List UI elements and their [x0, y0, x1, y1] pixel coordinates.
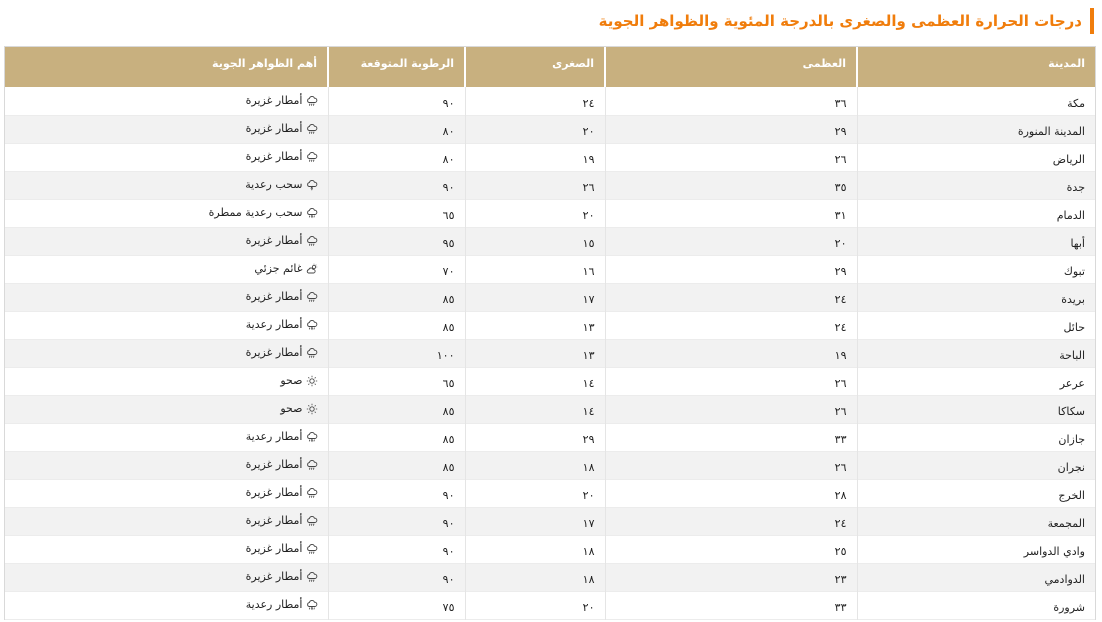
sun-icon	[306, 403, 318, 415]
cell-city: شرورة	[857, 591, 1095, 619]
weather-condition	[246, 458, 318, 471]
cell-weather	[5, 143, 328, 171]
table-row	[5, 143, 1095, 171]
cell-city: تبوك	[857, 255, 1095, 283]
table-row	[5, 507, 1095, 535]
header-min: الصغرى	[465, 47, 605, 87]
weather-label: أمطار غزيرة	[245, 514, 303, 527]
cell-humidity: ٩٥	[328, 227, 465, 255]
table-row	[5, 591, 1095, 619]
title-bar	[599, 8, 1094, 34]
thunder-cloud-icon	[306, 179, 318, 191]
cell-min: ١٣	[465, 339, 605, 367]
cell-min: ١٧	[465, 283, 605, 311]
cell-humidity: ٩٠	[328, 563, 465, 591]
cell-city: المجمعة	[857, 507, 1095, 535]
cell-city: الخرج	[857, 479, 1095, 507]
cell-weather	[5, 283, 328, 311]
cell-weather	[5, 199, 328, 227]
cell-max: ٢٤	[605, 311, 857, 339]
cell-city: مكة	[857, 87, 1095, 115]
cell-max: ٢٨	[605, 479, 857, 507]
cell-min: ١٤	[465, 395, 605, 423]
cell-city: بريدة	[857, 283, 1095, 311]
cell-weather	[5, 591, 328, 619]
weather-label: أمطار غزيرة	[245, 290, 303, 303]
table-row	[5, 311, 1095, 339]
table-body	[5, 87, 1095, 619]
rain-cloud-icon	[306, 291, 318, 303]
table-row	[5, 255, 1095, 283]
cell-max: ٣٦	[605, 87, 857, 115]
weather-condition	[245, 178, 317, 191]
cell-weather	[5, 535, 328, 563]
cell-city: نجران	[857, 451, 1095, 479]
cell-min: ٢٩	[465, 423, 605, 451]
cell-city: أبها	[857, 227, 1095, 255]
cell-humidity: ٦٥	[328, 199, 465, 227]
weather-condition	[254, 262, 317, 275]
weather-label: أمطار غزيرة	[245, 122, 303, 135]
cell-humidity: ٨٥	[328, 423, 465, 451]
weather-label: أمطار غزيرة	[245, 234, 303, 247]
cell-max: ٢٣	[605, 563, 857, 591]
cell-city: جازان	[857, 423, 1095, 451]
header-city: المدينة	[857, 47, 1095, 87]
cell-weather	[5, 507, 328, 535]
cell-min: ١٤	[465, 367, 605, 395]
cell-max: ٣٣	[605, 423, 857, 451]
table-row	[5, 171, 1095, 199]
cell-humidity: ٩٠	[328, 535, 465, 563]
cell-humidity: ٩٠	[328, 87, 465, 115]
table-row	[5, 283, 1095, 311]
cell-weather	[5, 479, 328, 507]
cell-city: حائل	[857, 311, 1095, 339]
cell-humidity: ١٠٠	[328, 339, 465, 367]
weather-label: أمطار غزيرة	[245, 486, 303, 499]
cell-weather	[5, 451, 328, 479]
weather-label: صحو	[280, 374, 303, 387]
cell-min: ٢٦	[465, 171, 605, 199]
cell-city: الباحة	[857, 339, 1095, 367]
cell-city: المدينة المنورة	[857, 115, 1095, 143]
weather-condition	[246, 234, 318, 247]
rain-cloud-icon	[306, 487, 318, 499]
cell-max: ٢٦	[605, 367, 857, 395]
cell-weather	[5, 227, 328, 255]
cell-min: ٢٠	[465, 479, 605, 507]
cell-humidity: ٧٥	[328, 591, 465, 619]
rain-cloud-icon	[306, 151, 318, 163]
weather-condition	[246, 514, 318, 527]
rain-cloud-icon	[306, 543, 318, 555]
weather-condition	[246, 570, 318, 583]
cell-min: ١٧	[465, 507, 605, 535]
cell-weather	[5, 395, 328, 423]
header-humidity: الرطوبة المتوقعة	[328, 47, 465, 87]
cell-min: ١٣	[465, 311, 605, 339]
rain-cloud-icon	[306, 123, 318, 135]
cell-min: ١٨	[465, 451, 605, 479]
cell-min: ٢٠	[465, 199, 605, 227]
thunder-rain-cloud-icon	[306, 599, 318, 611]
weather-label: سحب رعدية	[245, 178, 303, 191]
weather-condition	[246, 598, 318, 611]
cell-humidity: ٩٠	[328, 479, 465, 507]
cell-weather	[5, 423, 328, 451]
cell-weather	[5, 311, 328, 339]
cell-weather	[5, 563, 328, 591]
cell-max: ٢٦	[605, 395, 857, 423]
cell-city: الرياض	[857, 143, 1095, 171]
cell-city: الدمام	[857, 199, 1095, 227]
cell-max: ٢٤	[605, 283, 857, 311]
cell-humidity: ٩٠	[328, 507, 465, 535]
header-row	[5, 47, 1095, 87]
cell-max: ٣٥	[605, 171, 857, 199]
cell-min: ١٥	[465, 227, 605, 255]
table-row	[5, 199, 1095, 227]
rain-cloud-icon	[306, 571, 318, 583]
weather-condition	[246, 150, 318, 163]
cell-max: ٣٣	[605, 591, 857, 619]
cell-city: وادي الدواسر	[857, 535, 1095, 563]
rain-cloud-icon	[306, 515, 318, 527]
cell-humidity: ٧٠	[328, 255, 465, 283]
thunder-rain-cloud-icon	[306, 319, 318, 331]
page-title: درجات الحرارة العظمى والصغرى بالدرجة المئوية والظواهر الجوية	[598, 12, 1082, 30]
cell-humidity: ٨٥	[328, 311, 465, 339]
weather-condition	[246, 318, 318, 331]
cell-min: ١٩	[465, 143, 605, 171]
weather-condition	[246, 346, 318, 359]
weather-condition	[280, 374, 317, 387]
weather-condition	[246, 542, 318, 555]
table-row	[5, 479, 1095, 507]
cell-weather	[5, 339, 328, 367]
cell-max: ١٩	[605, 339, 857, 367]
cell-weather	[5, 367, 328, 395]
cell-max: ٣١	[605, 199, 857, 227]
table-row	[5, 227, 1095, 255]
thunder-rain-cloud-icon	[306, 207, 318, 219]
cell-humidity: ٨٠	[328, 115, 465, 143]
weather-label: غائم جزئي	[254, 262, 303, 275]
sun-icon	[306, 375, 318, 387]
weather-table-container	[4, 46, 1096, 620]
weather-label: أمطار غزيرة	[245, 570, 303, 583]
table-header	[5, 47, 1095, 87]
cell-max: ٢٦	[605, 451, 857, 479]
thunder-rain-cloud-icon	[306, 431, 318, 443]
weather-condition	[246, 486, 318, 499]
table-row	[5, 535, 1095, 563]
cell-city: عرعر	[857, 367, 1095, 395]
table-row	[5, 87, 1095, 115]
table-row	[5, 339, 1095, 367]
cell-city: سكاكا	[857, 395, 1095, 423]
weather-label: أمطار غزيرة	[245, 458, 303, 471]
weather-label: أمطار غزيرة	[245, 150, 303, 163]
cell-humidity: ٨٥	[328, 283, 465, 311]
cell-max: ٢٤	[605, 507, 857, 535]
cell-max: ٢٦	[605, 143, 857, 171]
cell-humidity: ٦٥	[328, 367, 465, 395]
weather-table	[5, 47, 1095, 620]
table-row	[5, 395, 1095, 423]
header-max: العظمى	[605, 47, 857, 87]
cell-weather	[5, 171, 328, 199]
weather-condition	[246, 122, 318, 135]
table-row	[5, 563, 1095, 591]
weather-label: أمطار رعدية	[245, 598, 303, 611]
cell-humidity: ٩٠	[328, 171, 465, 199]
weather-condition	[209, 206, 318, 219]
cell-max: ٢٥	[605, 535, 857, 563]
weather-label: أمطار رعدية	[245, 430, 303, 443]
weather-label: أمطار غزيرة	[245, 542, 303, 555]
cell-humidity: ٨٥	[328, 395, 465, 423]
rain-cloud-icon	[306, 235, 318, 247]
cell-city: جدة	[857, 171, 1095, 199]
cell-min: ١٨	[465, 563, 605, 591]
cell-max: ٢٩	[605, 115, 857, 143]
weather-condition	[280, 402, 317, 415]
weather-condition	[246, 94, 318, 107]
weather-label: أمطار غزيرة	[245, 94, 303, 107]
weather-condition	[246, 430, 318, 443]
cell-min: ١٨	[465, 535, 605, 563]
cell-min: ٢٠	[465, 115, 605, 143]
cell-min: ٢٤	[465, 87, 605, 115]
rain-cloud-icon	[306, 95, 318, 107]
cell-weather	[5, 87, 328, 115]
cell-min: ١٦	[465, 255, 605, 283]
cell-weather	[5, 255, 328, 283]
partly-cloudy-icon	[306, 263, 318, 275]
weather-label: سحب رعدية ممطرة	[208, 206, 303, 219]
header-weather: أهم الظواهر الجوية	[5, 47, 328, 87]
cell-humidity: ٨٠	[328, 143, 465, 171]
table-row	[5, 451, 1095, 479]
cell-weather	[5, 115, 328, 143]
cell-max: ٢٠	[605, 227, 857, 255]
cell-min: ٢٠	[465, 591, 605, 619]
rain-cloud-icon	[306, 347, 318, 359]
table-row	[5, 115, 1095, 143]
weather-label: أمطار رعدية	[245, 318, 303, 331]
cell-humidity: ٨٥	[328, 451, 465, 479]
weather-label: أمطار غزيرة	[245, 346, 303, 359]
table-row	[5, 423, 1095, 451]
weather-condition	[246, 290, 318, 303]
rain-cloud-icon	[306, 459, 318, 471]
table-row	[5, 367, 1095, 395]
weather-label: صحو	[280, 402, 303, 415]
cell-max: ٢٩	[605, 255, 857, 283]
cell-city: الدوادمي	[857, 563, 1095, 591]
